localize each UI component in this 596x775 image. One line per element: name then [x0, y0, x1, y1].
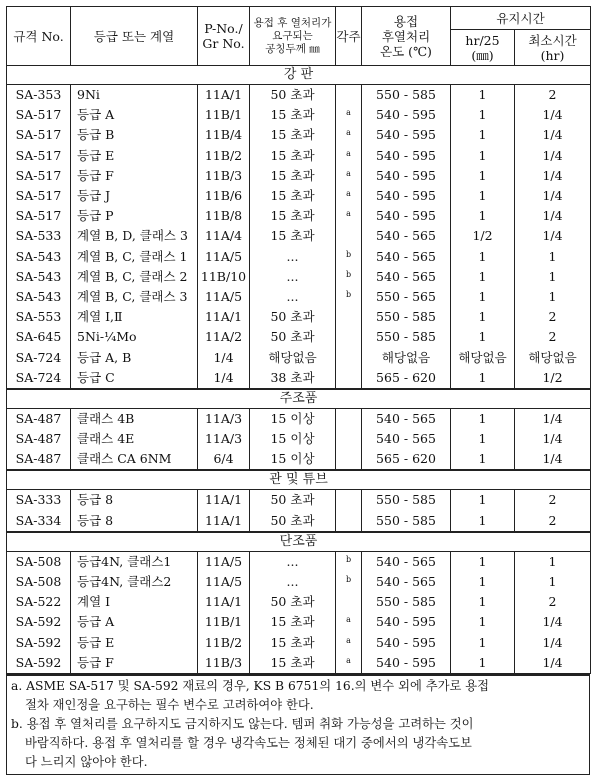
section-title: 단조품: [7, 532, 591, 552]
cell-temp: 540 - 595: [362, 146, 451, 166]
cell-thickness: 15 이상: [250, 449, 336, 470]
table-row: [7, 307, 591, 327]
cell-hold-min: 1: [515, 551, 591, 572]
cell-grade: 클래스 CA 6NM: [71, 449, 198, 470]
cell-hold-min: 1: [515, 287, 591, 307]
cell-thickness: 50 초과: [250, 511, 336, 532]
cell-hold-min: 1/4: [515, 612, 591, 632]
cell-spec: SA-522: [7, 592, 71, 612]
table-row: [7, 146, 591, 166]
cell-thickness: 15 초과: [250, 146, 336, 166]
table-row: [7, 511, 591, 532]
cell-grade: 9Ni: [71, 85, 198, 106]
cell-temp: 540 - 595: [362, 653, 451, 674]
cell-spec: SA-517: [7, 146, 71, 166]
cell-temp: 540 - 565: [362, 429, 451, 449]
cell-grade: 계열 B, C, 클래스 2: [71, 267, 198, 287]
cell-spec: SA-353: [7, 85, 71, 106]
header-pno-line1: P-No./: [204, 21, 243, 36]
cell-grade: 클래스 4E: [71, 429, 198, 449]
section-title: 관 및 튜브: [7, 470, 591, 490]
cell-grade: 등급 A: [71, 612, 198, 632]
cell-grade: 등급 J: [71, 186, 198, 206]
table-row: [7, 572, 591, 592]
cell-temp: 540 - 565: [362, 267, 451, 287]
cell-pno: 11A/1: [198, 490, 250, 511]
cell-thickness: ...: [250, 287, 336, 307]
cell-temp: 550 - 585: [362, 511, 451, 532]
cell-grade: 계열 B, C, 클래스 3: [71, 287, 198, 307]
cell-spec: SA-553: [7, 307, 71, 327]
cell-spec: SA-543: [7, 247, 71, 267]
cell-grade: 등급 C: [71, 368, 198, 389]
header-hold-min-line1: 최소시간: [528, 32, 577, 48]
cell-footnote: [336, 449, 362, 470]
table-row: [7, 247, 591, 267]
section-title: 주조품: [7, 389, 591, 409]
table-row: [7, 408, 591, 429]
cell-spec: SA-645: [7, 327, 71, 347]
cell-footnote: [336, 511, 362, 532]
cell-footnote: a: [336, 612, 362, 632]
cell-hold-per: 1: [451, 125, 515, 145]
cell-hold-min: 1/4: [515, 408, 591, 429]
cell-hold-min: 2: [515, 490, 591, 511]
header-temp-line3: 온도 (℃): [380, 43, 432, 59]
cell-spec: SA-592: [7, 633, 71, 653]
cell-hold-per: 1: [451, 449, 515, 470]
cell-temp: 550 - 585: [362, 592, 451, 612]
header-pno-line2: Gr No.: [202, 36, 245, 51]
cell-temp: 540 - 595: [362, 633, 451, 653]
cell-footnote: a: [336, 206, 362, 226]
cell-footnote: [336, 490, 362, 511]
cell-grade: 클래스 4B: [71, 408, 198, 429]
cell-temp: 540 - 595: [362, 612, 451, 632]
cell-pno: 1/4: [198, 347, 250, 367]
cell-grade: 등급 F: [71, 653, 198, 674]
cell-temp: 550 - 565: [362, 287, 451, 307]
cell-temp: 540 - 565: [362, 551, 451, 572]
footnote-a-line1: a. ASME SA-517 및 SA-592 재료의 경우, KS B 6751의 16.의 변수 외에 추가로 용접: [11, 678, 490, 693]
header-hold-per-line1: hr/25: [465, 32, 500, 48]
cell-footnote: a: [336, 166, 362, 186]
cell-grade: 등급 A, B: [71, 347, 198, 367]
cell-hold-min: 2: [515, 85, 591, 106]
cell-footnote: [336, 327, 362, 347]
cell-thickness: 50 초과: [250, 327, 336, 347]
cell-temp: 550 - 585: [362, 327, 451, 347]
cell-footnote: a: [336, 186, 362, 206]
footnote-b-line1: b. 용접 후 열처리를 요구하지도 금지하지도 않는다. 템퍼 취화 가능성을 고려하는 것이: [11, 716, 474, 731]
footnote-b: [7, 715, 589, 772]
cell-spec: SA-487: [7, 408, 71, 429]
table-row: [7, 429, 591, 449]
table-row: [7, 592, 591, 612]
header-hold-min: [515, 30, 591, 66]
cell-hold-per: 1: [451, 572, 515, 592]
table-row: [7, 633, 591, 653]
cell-temp: 해당없음: [362, 347, 451, 367]
cell-footnote: [336, 408, 362, 429]
cell-pno: 6/4: [198, 449, 250, 470]
cell-footnote: a: [336, 653, 362, 674]
cell-hold-min: 2: [515, 307, 591, 327]
cell-thickness: 50 초과: [250, 307, 336, 327]
cell-grade: 등급 E: [71, 633, 198, 653]
header-thickness-line2: 요구되는: [272, 29, 313, 42]
cell-temp: 540 - 595: [362, 166, 451, 186]
table-row: [7, 368, 591, 389]
cell-pno: 11B/6: [198, 186, 250, 206]
cell-pno: 11A/1: [198, 85, 250, 106]
header-hold-min-line2: (hr): [540, 47, 565, 63]
cell-grade: 등급 8: [71, 490, 198, 511]
cell-thickness: 50 초과: [250, 490, 336, 511]
section-title: 강 판: [7, 66, 591, 85]
cell-thickness: 15 초과: [250, 612, 336, 632]
cell-temp: 550 - 585: [362, 85, 451, 106]
cell-pno: 11A/5: [198, 551, 250, 572]
cell-footnote: b: [336, 572, 362, 592]
cell-pno: 11B/3: [198, 166, 250, 186]
table-row: [7, 327, 591, 347]
cell-hold-min: 2: [515, 592, 591, 612]
cell-pno: 1/4: [198, 368, 250, 389]
cell-spec: SA-487: [7, 449, 71, 470]
section-header: [7, 532, 591, 552]
section-header: [7, 470, 591, 490]
footnote-a: [7, 677, 589, 715]
cell-pno: 11A/3: [198, 408, 250, 429]
cell-pno: 11B/8: [198, 206, 250, 226]
pwht-table: [6, 6, 591, 674]
header-pno: [198, 7, 250, 66]
cell-hold-per: 1: [451, 653, 515, 674]
cell-grade: 계열 B, C, 클래스 1: [71, 247, 198, 267]
cell-pno: 11B/2: [198, 146, 250, 166]
cell-grade: 등급 A: [71, 105, 198, 125]
cell-hold-min: 1/4: [515, 105, 591, 125]
footnote-b-line3: 다 느리지 않아야 한다.: [25, 754, 148, 769]
cell-thickness: ...: [250, 572, 336, 592]
cell-grade: 등급 E: [71, 146, 198, 166]
cell-hold-per: 1: [451, 267, 515, 287]
cell-spec: SA-724: [7, 347, 71, 367]
cell-thickness: 15 초과: [250, 105, 336, 125]
cell-hold-min: 1/4: [515, 653, 591, 674]
table-row: [7, 653, 591, 674]
cell-hold-per: 1: [451, 146, 515, 166]
cell-thickness: ...: [250, 247, 336, 267]
cell-thickness: 15 초과: [250, 653, 336, 674]
cell-footnote: [336, 347, 362, 367]
cell-spec: SA-517: [7, 125, 71, 145]
cell-hold-min: 1: [515, 572, 591, 592]
cell-pno: 11B/2: [198, 633, 250, 653]
cell-grade: 등급4N, 클래스1: [71, 551, 198, 572]
cell-spec: SA-517: [7, 186, 71, 206]
footnote-b-line2: 바람직하다. 용접 후 열처리를 할 경우 냉각속도는 정체된 대기 중에서의 냉각속도보: [25, 735, 472, 750]
cell-footnote: [336, 429, 362, 449]
document-page: [6, 6, 590, 775]
cell-grade: 등급 F: [71, 166, 198, 186]
cell-thickness: 15 초과: [250, 633, 336, 653]
cell-temp: 540 - 595: [362, 125, 451, 145]
cell-thickness: 15 초과: [250, 166, 336, 186]
cell-hold-per: 1: [451, 592, 515, 612]
header-hold-time: 유지시간: [451, 7, 591, 30]
cell-temp: 540 - 565: [362, 408, 451, 429]
cell-footnote: a: [336, 105, 362, 125]
cell-hold-min: 1/4: [515, 633, 591, 653]
cell-hold-per: 1: [451, 429, 515, 449]
cell-temp: 565 - 620: [362, 449, 451, 470]
cell-hold-per: 1: [451, 511, 515, 532]
cell-grade: 등급 8: [71, 511, 198, 532]
section-header: [7, 389, 591, 409]
cell-spec: SA-508: [7, 572, 71, 592]
cell-hold-per: 1: [451, 612, 515, 632]
header-temp-line2: 후열처리: [381, 28, 431, 44]
cell-hold-per: 1: [451, 633, 515, 653]
cell-temp: 540 - 595: [362, 206, 451, 226]
cell-pno: 11A/5: [198, 287, 250, 307]
cell-thickness: 15 초과: [250, 186, 336, 206]
cell-temp: 565 - 620: [362, 368, 451, 389]
cell-hold-min: 1/4: [515, 449, 591, 470]
cell-hold-per: 1: [451, 287, 515, 307]
cell-pno: 11A/1: [198, 511, 250, 532]
table-row: [7, 105, 591, 125]
cell-grade: 계열 Ⅰ: [71, 592, 198, 612]
cell-hold-per: 1: [451, 551, 515, 572]
cell-hold-per: 1: [451, 206, 515, 226]
footnotes: [6, 674, 590, 775]
cell-grade: 등급4N, 클래스2: [71, 572, 198, 592]
cell-pno: 11B/1: [198, 105, 250, 125]
cell-hold-per: 1: [451, 408, 515, 429]
cell-spec: SA-487: [7, 429, 71, 449]
cell-hold-min: 2: [515, 511, 591, 532]
table-row: [7, 226, 591, 246]
cell-hold-per: 1: [451, 166, 515, 186]
footnote-a-line2: 절차 재인정을 요구하는 필수 변수로 고려하여야 한다.: [25, 697, 314, 712]
cell-thickness: 15 이상: [250, 408, 336, 429]
cell-hold-min: 1/4: [515, 166, 591, 186]
cell-temp: 540 - 565: [362, 226, 451, 246]
cell-thickness: 해당없음: [250, 347, 336, 367]
cell-thickness: 15 초과: [250, 125, 336, 145]
cell-temp: 540 - 565: [362, 247, 451, 267]
cell-spec: SA-543: [7, 267, 71, 287]
table-row: [7, 490, 591, 511]
cell-thickness: 15 초과: [250, 226, 336, 246]
cell-hold-min: 1/4: [515, 186, 591, 206]
cell-hold-min: 1: [515, 267, 591, 287]
table-row: [7, 166, 591, 186]
cell-thickness: 38 초과: [250, 368, 336, 389]
table-row: [7, 85, 591, 106]
header-spec-no: 규격 No.: [7, 7, 71, 66]
cell-hold-min: 1/2: [515, 368, 591, 389]
cell-spec: SA-533: [7, 226, 71, 246]
cell-spec: SA-724: [7, 368, 71, 389]
cell-pno: 11A/4: [198, 226, 250, 246]
cell-footnote: a: [336, 125, 362, 145]
cell-grade: 등급 B: [71, 125, 198, 145]
cell-footnote: b: [336, 287, 362, 307]
cell-hold-per: 1: [451, 105, 515, 125]
cell-footnote: [336, 307, 362, 327]
header-thickness-line1: 용접 후 열처리가: [253, 16, 332, 29]
cell-footnote: [336, 226, 362, 246]
cell-spec: SA-517: [7, 206, 71, 226]
header-hold-per-line2: (㎜): [471, 47, 494, 63]
cell-temp: 540 - 565: [362, 572, 451, 592]
table-row: [7, 206, 591, 226]
cell-thickness: ...: [250, 267, 336, 287]
cell-temp: 550 - 585: [362, 490, 451, 511]
cell-hold-min: 해당없음: [515, 347, 591, 367]
cell-spec: SA-333: [7, 490, 71, 511]
cell-hold-min: 1: [515, 247, 591, 267]
cell-hold-per: 해당없음: [451, 347, 515, 367]
cell-spec: SA-592: [7, 653, 71, 674]
cell-pno: 11A/3: [198, 429, 250, 449]
cell-pno: 11B/3: [198, 653, 250, 674]
cell-grade: 5Ni-¼Mo: [71, 327, 198, 347]
cell-hold-per: 1: [451, 368, 515, 389]
cell-thickness: ...: [250, 551, 336, 572]
table-row: [7, 449, 591, 470]
cell-footnote: [336, 592, 362, 612]
cell-hold-min: 1/4: [515, 226, 591, 246]
cell-thickness: 15 초과: [250, 206, 336, 226]
cell-footnote: b: [336, 247, 362, 267]
cell-spec: SA-517: [7, 105, 71, 125]
cell-spec: SA-334: [7, 511, 71, 532]
cell-pno: 11A/1: [198, 307, 250, 327]
cell-temp: 540 - 595: [362, 105, 451, 125]
header-temp-line1: 용접: [393, 13, 419, 29]
cell-thickness: 15 이상: [250, 429, 336, 449]
cell-temp: 550 - 585: [362, 307, 451, 327]
cell-pno: 11A/1: [198, 592, 250, 612]
cell-hold-min: 1/4: [515, 146, 591, 166]
cell-hold-min: 2: [515, 327, 591, 347]
cell-hold-per: 1: [451, 85, 515, 106]
header-note: 각주: [336, 7, 362, 66]
cell-footnote: b: [336, 551, 362, 572]
cell-spec: SA-508: [7, 551, 71, 572]
table-body: [7, 66, 591, 674]
table-row: [7, 347, 591, 367]
cell-footnote: a: [336, 633, 362, 653]
cell-footnote: [336, 368, 362, 389]
cell-thickness: 50 초과: [250, 85, 336, 106]
cell-hold-per: 1: [451, 186, 515, 206]
cell-hold-min: 1/4: [515, 125, 591, 145]
cell-grade: 계열 B, D, 클래스 3: [71, 226, 198, 246]
header-grade: 등급 또는 계열: [71, 7, 198, 66]
cell-footnote: b: [336, 267, 362, 287]
cell-hold-per: 1: [451, 307, 515, 327]
cell-pno: 11A/5: [198, 247, 250, 267]
table-row: [7, 267, 591, 287]
table-row: [7, 612, 591, 632]
cell-hold-per: 1/2: [451, 226, 515, 246]
cell-thickness: 50 초과: [250, 592, 336, 612]
table-row: [7, 551, 591, 572]
cell-pno: 11A/2: [198, 327, 250, 347]
cell-grade: 등급 P: [71, 206, 198, 226]
header-hold-per: [451, 30, 515, 66]
header-thickness: [250, 7, 336, 66]
cell-grade: 계열 Ⅰ,Ⅱ: [71, 307, 198, 327]
table-row: [7, 186, 591, 206]
cell-hold-min: 1/4: [515, 206, 591, 226]
cell-footnote: a: [336, 146, 362, 166]
header-temp: [362, 7, 451, 66]
header-thickness-line3: 공칭두께 ㎜: [265, 42, 320, 55]
cell-pno: 11B/4: [198, 125, 250, 145]
cell-pno: 11A/5: [198, 572, 250, 592]
table-header: [7, 7, 591, 66]
cell-spec: SA-517: [7, 166, 71, 186]
table-row: [7, 125, 591, 145]
cell-footnote: [336, 85, 362, 106]
cell-hold-per: 1: [451, 327, 515, 347]
table-row: [7, 287, 591, 307]
section-header: [7, 66, 591, 85]
cell-temp: 540 - 595: [362, 186, 451, 206]
cell-spec: SA-543: [7, 287, 71, 307]
cell-hold-per: 1: [451, 490, 515, 511]
cell-spec: SA-592: [7, 612, 71, 632]
cell-hold-min: 1/4: [515, 429, 591, 449]
cell-hold-per: 1: [451, 247, 515, 267]
cell-pno: 11B/10: [198, 267, 250, 287]
cell-pno: 11B/1: [198, 612, 250, 632]
